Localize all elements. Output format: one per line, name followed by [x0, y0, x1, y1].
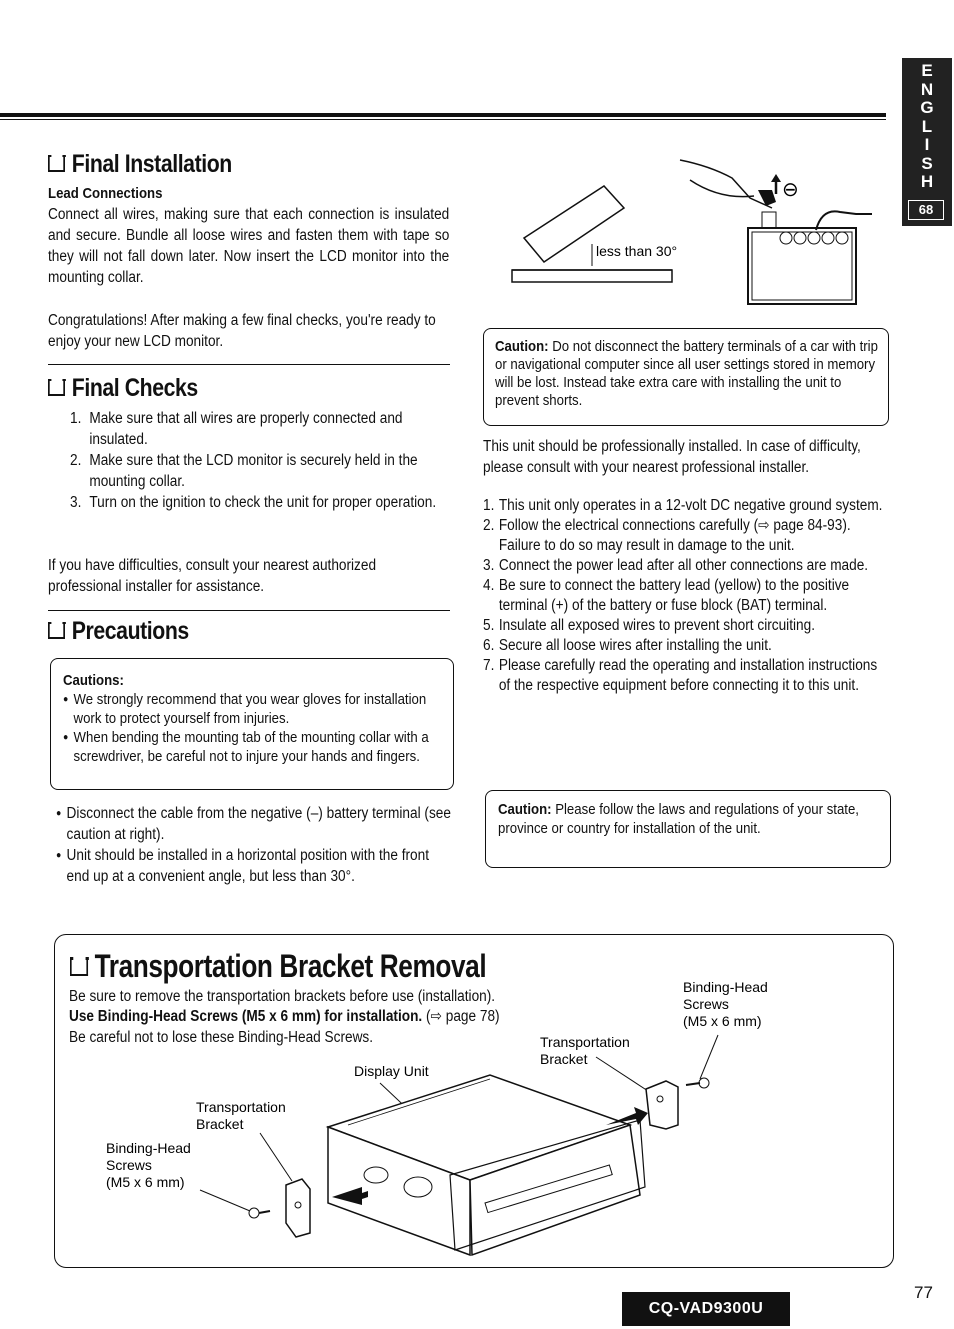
- precaution-bullets: [56, 803, 452, 887]
- precautions-heading: Precautions: [48, 617, 189, 646]
- list-item: 3. Turn on the ignition to check the unit for proper operation.: [70, 494, 437, 511]
- checkbox-icon: [70, 957, 88, 976]
- caution-item: ● When bending the mounting tab of the mounting collar with a screwdriver, be careful not to injure your hands and fingers.: [63, 728, 441, 766]
- list-item: 3. Connect the power lead after all other connections are made.: [483, 557, 869, 574]
- checkbox-icon: [48, 155, 65, 172]
- caution-label: Caution:: [495, 338, 549, 355]
- caution-label: Caution:: [498, 801, 552, 818]
- final-installation-section: [48, 150, 264, 179]
- final-checks-section: [48, 374, 224, 403]
- final-checks-heading: Final Checks: [48, 374, 198, 403]
- svg-text:Screws: Screws: [683, 996, 729, 1012]
- language-tab: [902, 58, 952, 226]
- list-item: 2. Make sure that the LCD monitor is securely held in the mounting collar.: [70, 452, 418, 490]
- checkbox-icon: [48, 379, 65, 396]
- section-divider: [48, 610, 450, 611]
- display-unit-illustration: [328, 1075, 645, 1255]
- caution-text: Please follow the laws and regulations of your state, province or country for installation of the unit.: [498, 801, 859, 837]
- list-item: 7. Please carefully read the operating and installation instructions of the respective equipment before connecting it to this unit.: [483, 657, 878, 694]
- install-list: [483, 496, 888, 696]
- svg-text:Screws: Screws: [106, 1157, 152, 1173]
- right-bracket-icon: [646, 1078, 709, 1129]
- top-rule-thin: [0, 119, 886, 120]
- list-item: ● Unit should be installed in a horizontal position with the front end up at a convenient angle, but less than 30°.: [56, 845, 452, 887]
- angle-diagram: [512, 186, 677, 282]
- bracket-line-1: Be sure to remove the transportation brackets before use (installation).: [69, 988, 496, 1005]
- label-screws-left: Binding-Head: [106, 1140, 191, 1156]
- checkbox-icon: [48, 622, 65, 639]
- svg-text:Bracket: Bracket: [540, 1051, 588, 1067]
- list-item: 5. Insulate all exposed wires to prevent short circuiting.: [483, 617, 815, 634]
- language-letters: E N G L I S H: [920, 61, 934, 191]
- bracket-diagram: [100, 975, 790, 1260]
- lead-connections-subheading: Lead Connections: [48, 185, 163, 202]
- label-display-unit: Display Unit: [354, 1063, 429, 1079]
- list-item: 1. Make sure that all wires are properly connected and insulated.: [70, 410, 403, 448]
- tab-page-number: 68: [908, 200, 944, 220]
- caution-text: Do not disconnect the battery terminals of a car with trip or navigational computer since all user settings stored in memory will be lost. Instead take extra care with installing the unit to prevent shorts.: [495, 338, 878, 409]
- bracket-line-3: Be careful not to lose these Binding-Head Screws.: [69, 1029, 374, 1046]
- bracket-line-2: Use Binding-Head Screws (M5 x 6 mm) for installation. (⇨ page 78): [69, 1008, 500, 1025]
- caution-laws-box: [485, 790, 891, 868]
- caution-battery-box: [483, 328, 889, 426]
- svg-text:Bracket: Bracket: [196, 1116, 244, 1132]
- label-bracket-left: Transportation: [196, 1099, 286, 1115]
- battery-illustration: [500, 148, 890, 318]
- precautions-section: [48, 617, 214, 646]
- label-bracket-right: Transportation: [540, 1034, 630, 1050]
- model-badge: CQ-VAD9300U: [622, 1292, 790, 1326]
- svg-text:(M5 x 6 mm): (M5 x 6 mm): [683, 1013, 762, 1029]
- list-item: 6. Secure all loose wires after installing the unit.: [483, 637, 772, 654]
- cautions-label: Cautions:: [63, 672, 124, 689]
- minus-terminal-icon: ⊖: [782, 179, 799, 201]
- list-item: 4. Be sure to connect the battery lead (yellow) to the positive terminal (+) of the battery or fuse block (BAT) terminal.: [483, 577, 850, 614]
- list-item: 1. This unit only operates in a 12-volt DC negative ground system.: [483, 497, 883, 514]
- lead-connections-text: Connect all wires, making sure that each connection is insulated and secure. Bundle all loose wires and fasten them with tape so they will not fall down later. Now insert the LCD monitor into the mounting collar.: [48, 206, 450, 286]
- angle-label: less than 30°: [596, 243, 678, 259]
- section-divider: [48, 364, 450, 365]
- final-checks-list: [70, 408, 452, 513]
- label-screws-right: Binding-Head: [683, 979, 768, 995]
- final-installation-heading: Final Installation: [48, 150, 232, 179]
- page-number: 77: [914, 1283, 933, 1302]
- top-rule: [0, 113, 886, 117]
- congrats-text: Congratulations! After making a few final checks, you're ready to enjoy your new LCD monitor.: [48, 312, 436, 350]
- cautions-box: [50, 658, 454, 790]
- battery-icon: [680, 160, 872, 304]
- final-checks-note: If you have difficulties, consult your nearest authorized professional installer for assistance.: [48, 557, 377, 595]
- caution-item: ● We strongly recommend that you wear gloves for installation work to protect yourself from injuries.: [63, 690, 441, 728]
- left-bracket-icon: [249, 1179, 310, 1237]
- list-item: ● Disconnect the cable from the negative (–) battery terminal (see caution at right).: [56, 803, 452, 845]
- svg-text:(M5 x 6 mm): (M5 x 6 mm): [106, 1174, 185, 1190]
- install-intro: This unit should be professionally installed. In case of difficulty, please consult with your nearest professional installer.: [483, 438, 861, 476]
- bracket-removal-heading: Transportation Bracket Removal: [70, 948, 486, 985]
- list-item: 2. Follow the electrical connections carefully (⇨ page 84-93). Failure to do so may result in damage to the unit.: [483, 517, 851, 554]
